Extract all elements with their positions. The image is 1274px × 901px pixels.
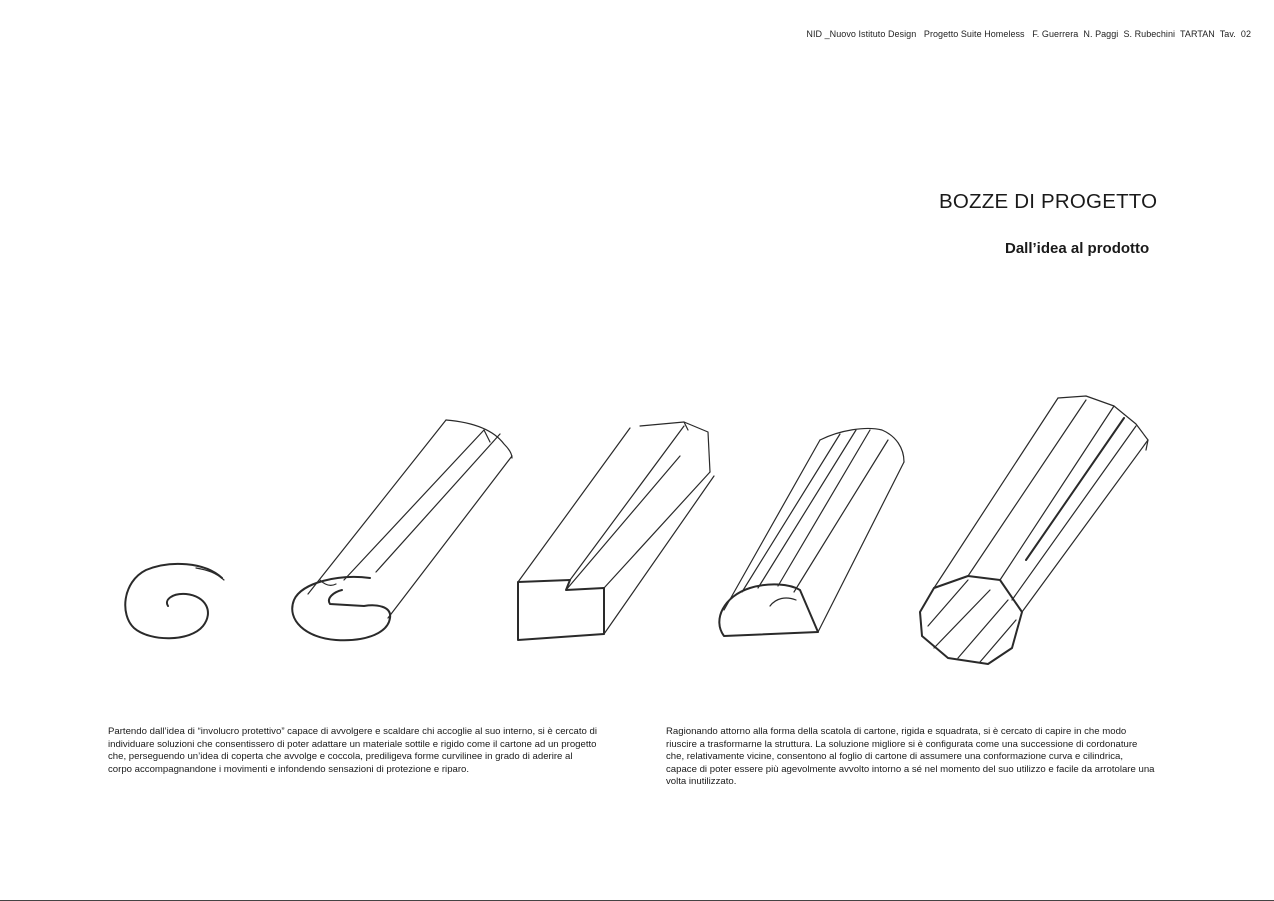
spiral-sketch-icon	[125, 564, 224, 638]
page-title: BOZZE DI PROGETTO	[939, 190, 1158, 213]
faceted-cylinder-sketch-icon	[920, 396, 1148, 664]
rolled-tube-sketch-icon	[292, 420, 512, 640]
folded-box-sketch-icon	[518, 422, 714, 640]
ribbed-half-cylinder-sketch-icon	[719, 428, 904, 636]
description-right: Ragionando attorno alla forma della scatola di cartone, rigida e squadrata, si è cercato di capire in che modo riuscire a trasformarne la struttura. La soluzione migliore si è configurata come una successione di cordonature che, relativamente vicine, consentono al foglio di cartone di assumere una conformazione curva e cilindrica, capace di poter essere più agevolmente avvolto intorno a sé nel momento del suo utilizzo e facile da arrotolare una volta inutilizzato.	[666, 726, 1155, 788]
description-left: Partendo dall’idea di “involucro protettivo” capace di avvolgere e scaldare chi accoglie al suo interno, si è cercato di individuare soluzioni che consentissero di poter adattare un materiale sottile e rigido come il cartone ad un progetto che, perseguendo un’idea di coperta che avvolge e coccola, prediligeva forme curvilinee in grado di aderire al corpo accompagnandone i movimenti e infondendo sensazioni di protezione e riparo.	[108, 726, 598, 775]
header-credits: NID _Nuovo Istituto Design Progetto Suite Homeless F. Guerrera N. Paggi S. Rubechini TARTAN Tav. 02	[806, 29, 1251, 39]
page-subtitle: Dall’idea al prodotto	[1005, 240, 1150, 257]
